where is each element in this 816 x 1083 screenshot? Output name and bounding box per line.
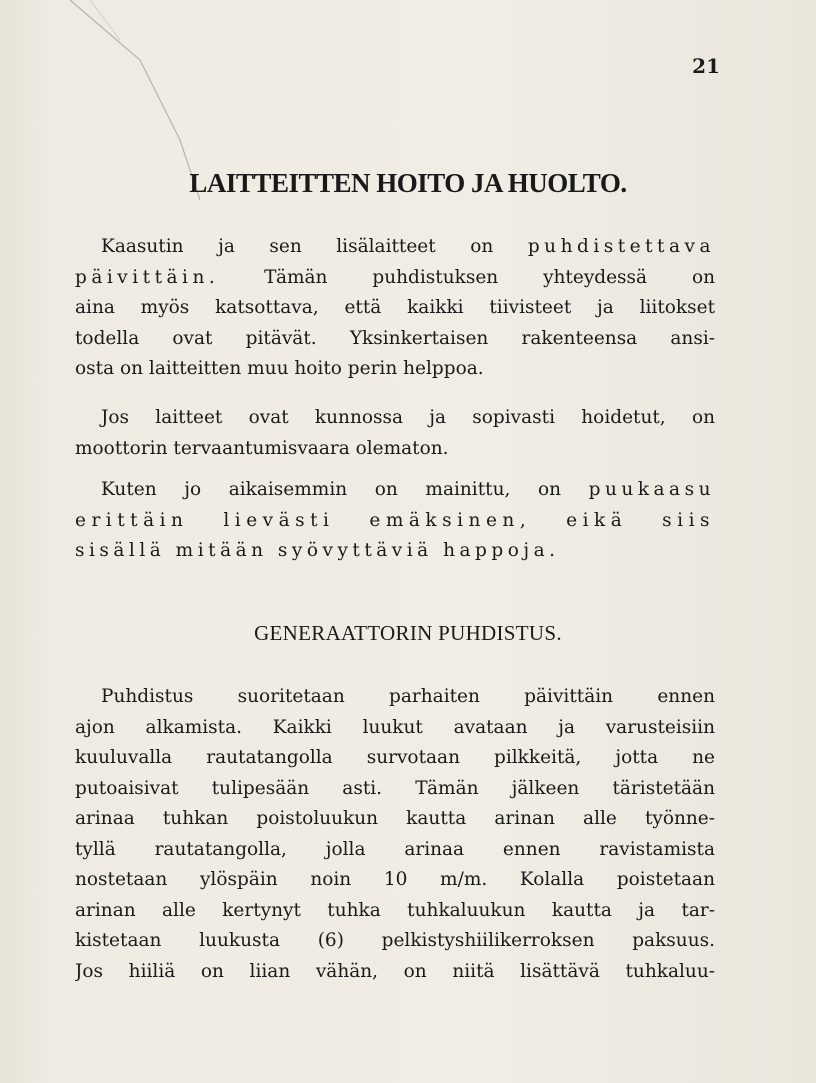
paragraph-line [75,232,715,263]
paragraph-line: ajon alkamista. Kaikki luukut avataan ja varusteisiin [75,716,715,738]
paragraph-line: arinaa tuhkan poistoluukun kautta arinan alle työnne- [75,808,715,829]
paragraph-line: kistetaan luukusta (6) pelkistyshiilikerroksen paksuus. [75,930,715,951]
text-run: Tämän puhdistuksen yhteydessä on [219,266,715,288]
paragraph-line [75,475,715,506]
paragraph-line: nostetaan ylöspäin noin 10 m/m. Kolalla poistetaan [75,869,715,890]
paragraph-line: Puhdistus suoritetaan parhaiten päivittäin ennen [101,686,715,707]
paragraph-line: moottorin tervaantumisvaara olematon. [75,437,449,459]
paragraph-line: Jos laitteet ovat kunnossa ja sopivasti hoidetut, on [101,407,715,428]
paragraph-line: sisällä mitään syövyttäviä happoja. [75,540,560,561]
section-title: LAITTEITTEN HOITO JA HUOLTO. [189,168,627,198]
paragraph-generator-cleaning [75,682,715,987]
paragraph-line: todella ovat pitävät. Yksinkertaisen rakenteensa ansi- [75,327,715,349]
paragraph-line: osta on laitteitten muu hoito perin helppoa. [75,358,484,379]
paragraph-line: putoaisivat tulipesään asti. Tämän jälkeen täristetään [75,777,715,799]
page-number: 21 [692,54,720,78]
paragraph-line: tyllä rautatangolla, jolla arinaa ennen ravistamista [75,838,715,860]
paragraph-line: arinan alle kertynyt tuhka tuhkaluukun kautta ja tar- [75,899,715,921]
paragraph-line [75,263,715,294]
section-subtitle: GENERAATTORIN PUHDISTUS. [254,621,562,645]
text-run: Kaasutin ja sen lisälaitteet on [101,236,528,257]
emphasized-text: päivittäin. [75,266,220,288]
paragraph-line: kuuluvalla rautatangolla survotaan pilkkeitä, jotta ne [75,747,715,768]
paragraph-cleaning-carburetor [75,232,715,385]
emphasized-text: puhdistettava [527,236,715,257]
paragraph-wood-gas [75,475,715,567]
paragraph-line: aina myös katsottava, että kaikki tiivisteet ja liitokset [75,297,715,318]
emphasized-text: puukaasu [588,479,715,500]
paragraph-line: Jos hiiliä on liian vähän, on niitä lisättävä tuhkaluu- [75,960,715,982]
text-run: Kuten jo aikaisemmin on mainittu, on [101,479,589,500]
paragraph-tar-risk [75,403,715,464]
paragraph-line: erittäin lievästi emäksinen, eikä siis [75,509,715,531]
